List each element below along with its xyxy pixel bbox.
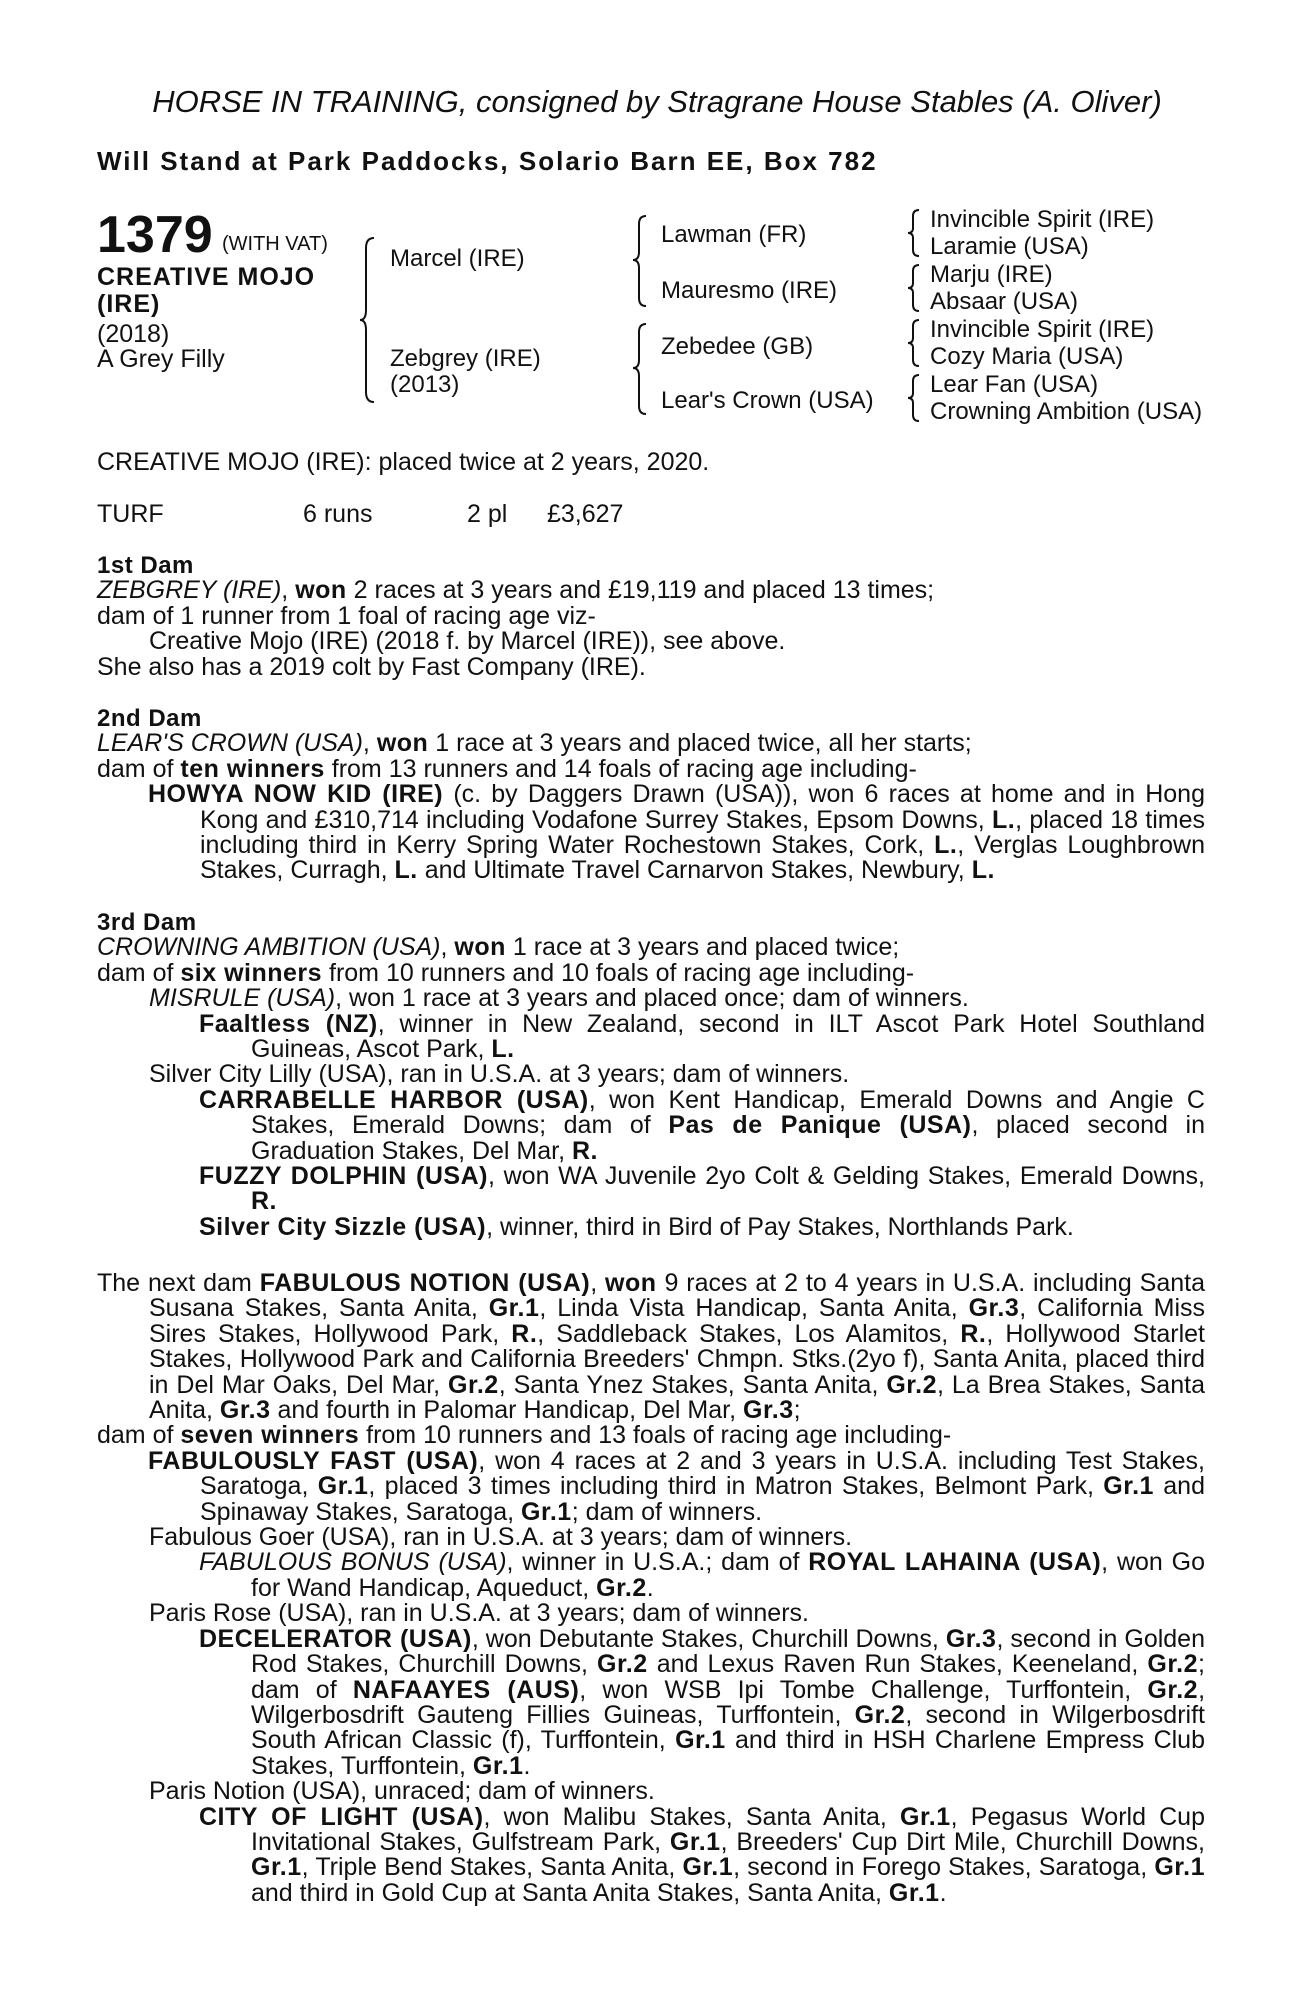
horse-name: Silver City Sizzle (USA) <box>199 1212 487 1241</box>
next-dam-name: FABULOUS NOTION (USA) <box>259 1269 591 1297</box>
pedigree-brace-sire-dam <box>358 236 378 404</box>
winners-count: ten winners <box>180 754 325 783</box>
produce-text: from 10 runners and 13 foals of racing age including- <box>359 1421 952 1450</box>
entry-text: and Spinaway Stakes, Saratoga, <box>200 1472 1205 1526</box>
entry-text: , winner in New Zealand, second in ILT Ascot Park Hotel Southland Guineas, Ascot Park, <box>251 1009 1205 1064</box>
second-dam-produce-intro <box>97 754 1205 783</box>
horse-name: MISRULE (USA) <box>149 984 336 1013</box>
grade-1: Gr.1 <box>317 1472 369 1501</box>
second-dam-text: 1 race at 3 years and placed twice, all her starts; <box>428 729 972 758</box>
entry-text: , won 4 races at 2 and 3 years in U.S.A. including Test Stakes, Saratoga, <box>200 1446 1206 1501</box>
second-dam-heading: 2nd Dam <box>97 705 202 732</box>
grade-3: Gr.3 <box>945 1624 997 1653</box>
grade-1: Gr.1 <box>488 1294 540 1323</box>
pedigree-sire: Marcel (IRE) <box>390 245 525 272</box>
grade-listed: L. <box>491 1035 515 1064</box>
horse-name: Pas de Panique (USA) <box>668 1111 972 1140</box>
winners-count: seven winners <box>180 1421 360 1450</box>
horse-name: HOWYA NOW KID (IRE) <box>148 780 444 809</box>
grade-2: Gr.2 <box>1147 1650 1199 1679</box>
entry-text: , Santa Ynez Stakes, Santa Anita, <box>498 1370 887 1399</box>
pedigree-g2: Laramie (USA) <box>930 233 1089 260</box>
entry-text: , won Kent Handicap, Emerald Downs and Angie C Stakes, Emerald Downs; dam of <box>251 1085 1205 1140</box>
grade-1: Gr.1 <box>521 1497 572 1526</box>
silver-city-lilly-entry: Silver City Lilly (USA), ran in U.S.A. at 3 years; dam of winners. <box>149 1060 850 1089</box>
pedigree-sire-dam: Mauresmo (IRE) <box>661 277 838 304</box>
third-dam-text: 1 race at 3 years and placed twice; <box>505 933 900 962</box>
first-dam-produce: Creative Mojo (IRE) (2018 f. by Marcel (IRE)), see above. <box>149 627 786 656</box>
pedigree-brace-g4 <box>906 373 922 423</box>
pedigree-brace-g2 <box>906 263 922 313</box>
entry-text: , second in Forego Stakes, Saratoga, <box>733 1853 1155 1882</box>
next-dam-produce-intro <box>97 1423 1205 1448</box>
pedigree-dam-dam: Lear's Crown (USA) <box>661 387 874 414</box>
third-dam-name: CROWNING AMBITION (USA) <box>97 933 441 962</box>
horse-name: FABULOUSLY FAST (USA) <box>148 1446 479 1475</box>
pedigree-dam: Zebgrey (IRE) <box>390 345 541 372</box>
grade-1: Gr.1 <box>1154 1853 1205 1882</box>
produce-text: from 10 runners and 10 foals of racing age including- <box>322 958 915 987</box>
race-summary: CREATIVE MOJO (IRE): placed twice at 2 years, 2020. <box>97 448 710 476</box>
first-dam-produce-intro: dam of 1 runner from 1 foal of racing age viz- <box>97 601 596 630</box>
paris-notion-entry: Paris Notion (USA), unraced; dam of winners. <box>149 1777 655 1806</box>
entry-text: , La Brea Stakes, Santa Anita, <box>149 1370 1205 1425</box>
pedigree-g3: Marju (IRE) <box>930 261 1053 288</box>
grade-1: Gr.1 <box>682 1853 734 1882</box>
grade-2: Gr.2 <box>448 1370 499 1399</box>
pedigree-g1: Invincible Spirit (IRE) <box>930 206 1155 233</box>
entry-text: . <box>523 1751 531 1780</box>
grade-3: Gr.3 <box>219 1396 271 1425</box>
entry-text: , Triple Bend Stakes, Santa Anita, <box>301 1853 683 1882</box>
entry-text: , Pegasus World Cup Invitational Stakes, Gulfstream Park, <box>251 1802 1205 1856</box>
dam-of-label: dam of <box>97 754 181 783</box>
vat-note: (WITH VAT) <box>222 233 328 255</box>
second-dam-name: LEAR'S CROWN (USA) <box>97 729 363 758</box>
entry-text: , placed 18 times including third in Kerry Spring Water Rochestown Stakes, Cork, <box>200 805 1205 860</box>
grade-restricted: R. <box>251 1187 277 1216</box>
horse-name: FUZZY DOLPHIN (USA) <box>199 1162 488 1191</box>
city-of-light-entry <box>97 1802 1205 1907</box>
grade-3: Gr.3 <box>968 1294 1020 1323</box>
pedigree-brace-sire <box>630 214 650 308</box>
pedigree-g7: Lear Fan (USA) <box>930 371 1099 398</box>
dam-of-label: dam of <box>97 1421 181 1450</box>
pedigree-dam-year: (2013) <box>390 371 460 398</box>
entry-text: , Hollywood Starlet Stakes, Hollywood Park and California Breeders' Chmpn. Stks.(2yo f), Santa Anita, placed third in Del Mar Oaks, Del Mar, <box>149 1319 1205 1399</box>
pedigree-dam-sire: Zebedee (GB) <box>661 333 814 360</box>
entry-text: , won 1 race at 3 years and placed once; dam of winners. <box>335 984 969 1013</box>
decelerator-entry <box>97 1624 1206 1780</box>
horse-name: FABULOUS BONUS (USA) <box>199 1548 507 1577</box>
grade-1: Gr.1 <box>669 1827 721 1856</box>
entry-text: , winner, third in Bird of Pay Stakes, Northlands Park. <box>486 1212 1074 1241</box>
entry-text: and Ultimate Travel Carnarvon Stakes, Newbury, <box>417 856 972 885</box>
won-label: won <box>376 729 429 758</box>
pedigree-g4: Absaar (USA) <box>930 288 1079 315</box>
grade-restricted: R. <box>511 1319 538 1348</box>
grade-listed: L. <box>991 805 1016 834</box>
grade-1: Gr.1 <box>675 1726 726 1755</box>
next-dam-section <box>97 1271 1205 1906</box>
horse-name: CREATIVE MOJO (IRE) <box>97 263 316 318</box>
grade-2: Gr.2 <box>596 1573 647 1602</box>
grade-2: Gr.2 <box>1147 1675 1199 1704</box>
next-dam-record: The next dam FABULOUS NOTION (USA), won 9 races at 2 to 4 years in U.S.A. including Santa Susana Stakes, Santa Anita, Gr.1, Linda Vista Handicap, Santa Anita, Gr.3, California Miss Sires Stakes, Hollywood Park, R., Saddleback Stakes, Los Alamitos, R., Hollywood Starlet Stakes, Hollywood Park and California Breeders' Chmpn. Stks.(2yo f), Santa Anita, placed third in Del Mar Oaks, Del Mar, Gr.2, Santa Ynez Stakes, Santa Anita, Gr.2, La Brea Stakes, Santa Anita, Gr.3 and fourth in Palomar Handicap, Del Mar, Gr.3; <box>97 1269 1205 1425</box>
stand-location: Will Stand at Park Paddocks, Solario Barn EE, Box 782 <box>97 146 878 176</box>
entry-text: The next dam <box>97 1269 260 1297</box>
entry-text: , won WA Juvenile 2yo Colt & Gelding Stakes, Emerald Downs, <box>487 1162 1205 1191</box>
entry-text: 9 races at 2 to 4 years in U.S.A. including Santa Susana Stakes, Santa Anita, <box>149 1269 1205 1323</box>
entry-text: , Verglas Loughbrown Stakes, Curragh, <box>200 831 1205 885</box>
entry-text: , won WSB Ipi Tombe Challenge, Turffontein, <box>579 1675 1148 1704</box>
third-dam-section <box>97 910 1205 1240</box>
entry-text: , placed 3 times including third in Matron Stakes, Belmont Park, <box>368 1472 1104 1501</box>
fabulous-bonus-entry: FABULOUS BONUS (USA), winner in U.S.A.; dam of ROYAL LAHAINA (USA), won Go for Wand Handicap, Aqueduct, Gr.2. <box>199 1548 1205 1602</box>
pedigree-g6: Cozy Maria (USA) <box>930 343 1124 370</box>
silver-city-sizzle-entry <box>97 1212 1205 1241</box>
second-dam-record: LEAR'S CROWN (USA), won 1 race at 3 years and placed twice, all her starts; <box>97 729 972 758</box>
pedigree-sire-sire: Lawman (FR) <box>661 221 807 248</box>
grade-3: Gr.3 <box>743 1396 794 1425</box>
grade-restricted: R. <box>960 1319 987 1348</box>
grade-listed: L. <box>934 831 958 860</box>
grade-1: Gr.1 <box>900 1802 951 1831</box>
entry-text: , California Miss Sires Stakes, Hollywood Park, <box>149 1294 1205 1348</box>
carrabelle-harbor-entry <box>97 1085 1206 1165</box>
misrule-entry <box>97 986 1205 1011</box>
entry-text: ; dam of <box>251 1650 1205 1704</box>
first-dam-record: ZEBGREY (IRE), won 2 races at 3 years and £19,119 and placed 13 times; <box>97 576 935 605</box>
produce-text: from 13 runners and 14 foals of racing age including- <box>324 754 917 783</box>
dam-of-label: dam of <box>97 958 181 987</box>
first-dam-text: 2 races at 3 years and £19,119 and placed 13 times; <box>346 576 935 605</box>
horse-name: NAFAAYES (AUS) <box>352 1675 580 1704</box>
won-label: won <box>295 576 347 605</box>
entry-text: (c. by Daggers Drawn (USA)), won 6 races at home and in Hong Kong and £310,714 including Vodafone Surrey Stakes, Epsom Downs, <box>200 780 1205 834</box>
pedigree-g8: Crowning Ambition (USA) <box>930 398 1203 425</box>
entry-text: , second in Wilgerbosdrift South African Classic (f), Turffontein, <box>251 1700 1205 1755</box>
pedigree-g5: Invincible Spirit (IRE) <box>930 316 1155 343</box>
first-dam-section <box>97 553 1205 680</box>
consignment-heading: HORSE IN TRAINING, consigned by Stragrane House Stables (A. Oliver) <box>152 84 1162 119</box>
winners-count: six winners <box>180 958 323 987</box>
record-earnings: £3,627 <box>547 500 624 528</box>
entry-text: , won Malibu Stakes, Santa Anita, <box>483 1802 901 1831</box>
first-dam-note: She also has a 2019 colt by Fast Company (IRE). <box>97 652 646 681</box>
entry-text: . <box>939 1878 947 1907</box>
horse-name: CITY OF LIGHT (USA) <box>199 1802 484 1831</box>
horse-description: A Grey Filly <box>97 345 225 373</box>
fuzzy-dolphin-entry <box>97 1164 1205 1215</box>
third-dam-heading: 3rd Dam <box>97 909 197 936</box>
entry-text: ; <box>793 1396 801 1425</box>
horse-name: Faaltless (NZ) <box>199 1009 378 1038</box>
paris-rose-entry: Paris Rose (USA), ran in U.S.A. at 3 years; dam of winners. <box>149 1599 809 1628</box>
entry-text: , won Debutante Stakes, Churchill Downs, <box>471 1624 946 1653</box>
record-placings: 2 pl <box>467 500 508 528</box>
won-label: won <box>605 1269 657 1297</box>
pedigree-brace-g3 <box>906 318 922 368</box>
grade-1: Gr.1 <box>251 1853 302 1882</box>
entry-text: and fourth in Palomar Handicap, Del Mar, <box>270 1396 743 1425</box>
entry-text: , Saddleback Stakes, Los Alamitos, <box>537 1319 961 1348</box>
grade-2: Gr.2 <box>854 1700 906 1729</box>
entry-text: , Breeders' Cup Dirt Mile, Churchill Downs, <box>720 1827 1205 1856</box>
horse-name: ROYAL LAHAINA (USA) <box>808 1548 1102 1577</box>
third-dam-record: CROWNING AMBITION (USA), won 1 race at 3 years and placed twice; <box>97 933 900 962</box>
third-dam-produce-intro <box>97 958 1205 987</box>
grade-listed: L. <box>971 856 995 885</box>
entry-text: and third in Gold Cup at Santa Anita Stakes, Santa Anita, <box>251 1878 889 1907</box>
grade-restricted: R. <box>571 1136 598 1165</box>
faaltless-entry <box>97 1009 1205 1064</box>
horse-name: CARRABELLE HARBOR (USA) <box>199 1085 589 1114</box>
grade-1: Gr.1 <box>472 1751 524 1780</box>
entry-text: ; dam of winners. <box>571 1497 763 1526</box>
entry-text: , Wilgerbosdrift Gauteng Fillies Guineas, Turffontein, <box>251 1675 1206 1729</box>
grade-1: Gr.1 <box>888 1878 940 1907</box>
horse-year: (2018) <box>97 320 170 348</box>
won-label: won <box>454 933 506 962</box>
grade-2: Gr.2 <box>886 1370 937 1399</box>
howya-now-kid-entry <box>97 782 1205 884</box>
record-runs: 6 runs <box>303 500 373 528</box>
entry-text: , second in Golden Rod Stakes, Churchill Downs, <box>251 1624 1205 1679</box>
entry-text: and third in HSH Charlene Empress Club Stakes, Turffontein, <box>251 1726 1205 1780</box>
horse-name: DECELERATOR (USA) <box>199 1624 472 1653</box>
entry-text: and Lexus Raven Run Stakes, Keeneland, <box>647 1650 1148 1679</box>
record-surface: TURF <box>97 500 164 528</box>
fabulously-fast-entry <box>97 1446 1206 1526</box>
grade-listed: L. <box>394 856 418 885</box>
first-dam-name: ZEBGREY (IRE) <box>97 576 282 605</box>
pedigree-brace-dam <box>630 322 650 416</box>
grade-1: Gr.1 <box>1103 1472 1154 1501</box>
grade-2: Gr.2 <box>597 1650 648 1679</box>
second-dam-section <box>97 706 1205 884</box>
entry-text: , won Go for Wand Handicap, Aqueduct, <box>251 1548 1205 1602</box>
entry-text: , winner in U.S.A.; dam of <box>506 1548 809 1577</box>
entry-text: , Linda Vista Handicap, Santa Anita, <box>539 1294 969 1323</box>
fabulous-goer-entry: Fabulous Goer (USA), ran in U.S.A. at 3 years; dam of winners. <box>149 1523 853 1552</box>
entry-text: , placed second in Graduation Stakes, Del Mar, <box>251 1111 1206 1165</box>
pedigree-brace-g1 <box>906 208 922 258</box>
first-dam-heading: 1st Dam <box>97 552 194 579</box>
lot-number: 1379 <box>97 206 213 264</box>
